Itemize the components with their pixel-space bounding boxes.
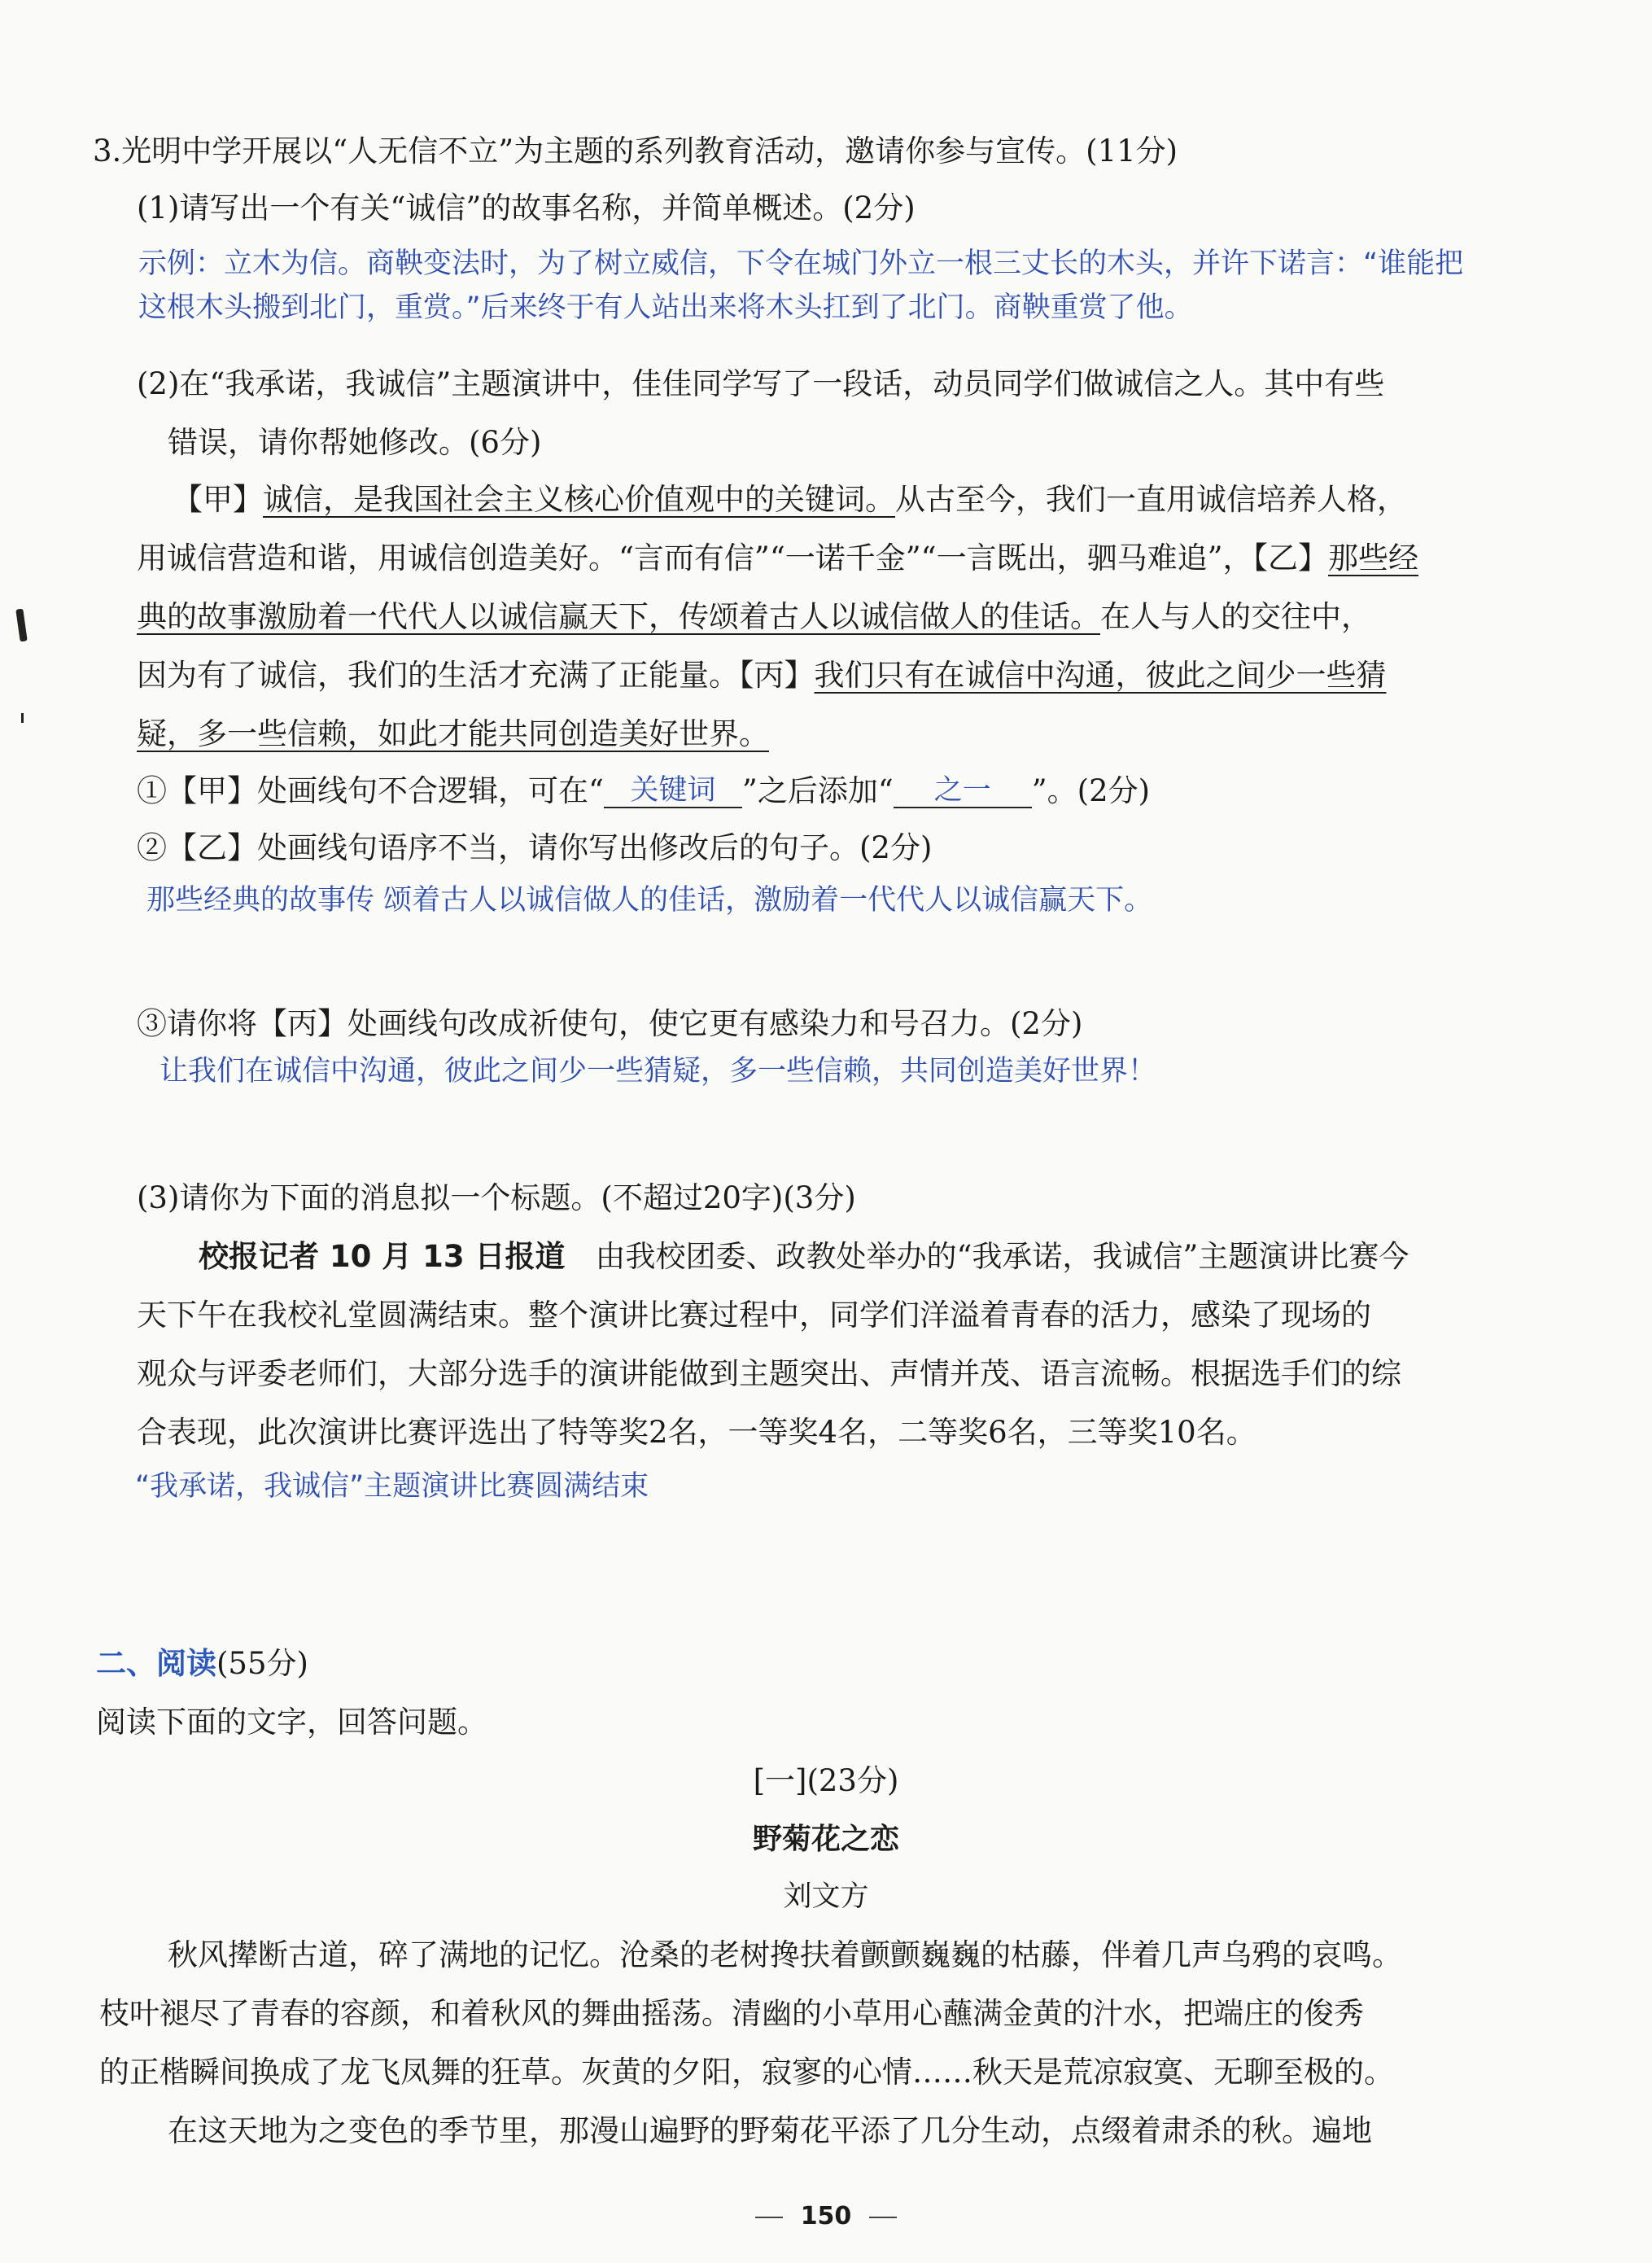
q3-1-question: (1)请写出一个有关“诚信”的故事名称，并简单概述。(2分) [137, 190, 916, 225]
article-author: 刘文方 [783, 1880, 869, 1913]
margin-dot [21, 713, 24, 723]
q3-1-answer-line2: 这根木头搬到北门，重赏。”后来终于有人站出来将木头扛到了北门。商鞅重赏了他。 [138, 291, 1193, 324]
news-line4: 合表现，此次演讲比赛评选出了特等奖2名，一等奖4名，二等奖6名，三等奖10名。 [137, 1415, 1256, 1450]
part-title: [一](23分) [753, 1763, 899, 1798]
underline-bing: 疑，多一些信赖，如此才能共同创造美好世界。 [137, 716, 769, 751]
q3-2-question-line2: 错误，请你帮她修改。(6分) [168, 425, 542, 460]
article-title: 野菊花之恋 [752, 1823, 899, 1856]
passage-line1-rest: 从古至今，我们一直用诚信培养人格， [895, 482, 1407, 517]
margin-mark [15, 609, 27, 642]
passage-line3 [137, 596, 1371, 638]
sub1-question: ①【甲】处画线句不合逻辑，可在“ 关键词 ”之后添加“ 之一 ”。(2分) [137, 773, 1151, 808]
section2-instruction: 阅读下面的文字，回答问题。 [96, 1705, 487, 1740]
section2-score: (55分) [216, 1646, 308, 1681]
mark-bing: 【丙】 [739, 658, 815, 693]
sub3-answer: 让我们在诚信中沟通，彼此之间少一些猜疑，多一些信赖，共同创造美好世界！ [160, 1055, 1157, 1088]
underline-yi-start: 那些经 [1328, 541, 1418, 576]
passage-line3-rest: 在人与人的交往中， [1100, 599, 1371, 634]
mark-jia: 【甲】 [173, 482, 263, 517]
q3-3-answer: “我承诺，我诚信”主题演讲比赛圆满结束 [135, 1470, 649, 1503]
para1-line2: 枝叶褪尽了青春的容颜，和着秋风的舞曲摇荡。清幽的小草用心蘸满金黄的汁水，把端庄的俊秀 [99, 1996, 1364, 2031]
news-line2: 天下午在我校礼堂圆满结束。整个演讲比赛过程中，同学们洋溢着青春的活力，感染了现场的 [137, 1298, 1371, 1333]
sub2-question: ②【乙】处画线句语序不当，请你写出修改后的句子。(2分) [137, 830, 933, 865]
news-line1: 校报记者 10 月 13 日报道 由我校团委、政教处举办的“我承诺，我诚信”主题演讲比赛今 [199, 1239, 1409, 1274]
sub3-question: ③请你将【丙】处画线句改成祈使句，使它更有感染力和号召力。(2分) [137, 1006, 1083, 1041]
underline-bing-start: 我们只有在诚信中沟通，彼此之间少一些猜 [814, 658, 1387, 693]
underline-yi: 典的故事激励着一代代人以诚信赢天下，传颂着古人以诚信做人的佳话。 [137, 599, 1100, 634]
passage-line4 [137, 654, 1387, 697]
sub1-blank-2: 之一 [894, 774, 1032, 808]
underline-jia: 诚信，是我国社会主义核心价值观中的关键词。 [263, 482, 895, 517]
passage-line2-text: 用诚信营造和谐，用诚信创造美好。“言而有信”“一诺千金”“一言既出，驷马难追”， [137, 541, 1253, 576]
news-line3: 观众与评委老师们，大部分选手的演讲能做到主题突出、声情并茂、语言流畅。根据选手们的综 [137, 1356, 1401, 1391]
q3-1-answer-line1: 示例：立木为信。商鞅变法时，为了树立威信，下令在城门外立一根三丈长的木头，并许下诺言：“谁能把 [138, 247, 1464, 280]
news-lead: 校报记者 10 月 13 日报道 [199, 1239, 566, 1274]
mark-yi: 【乙】 [1252, 541, 1328, 576]
passage-line4-text: 因为有了诚信，我们的生活才充满了正能量。 [137, 658, 739, 693]
para1-line1: 秋风撵断古道，碎了满地的记忆。沧桑的老树搀扶着颤颤巍巍的枯藤，伴着几声乌鸦的哀鸣。 [168, 1937, 1402, 1972]
passage-line5 [137, 713, 769, 755]
q3-stem: 3.光明中学开展以“人无信不立”为主题的系列教育活动，邀请你参与宣传。(11分) [93, 134, 1178, 169]
q3-3-question: (3)请你为下面的消息拟一个标题。(不超过20字)(3分) [137, 1180, 856, 1215]
sub1-blank-1: 关键词 [604, 774, 742, 808]
q3-2-question-line1: (2)在“我承诺，我诚信”主题演讲中，佳佳同学写了一段话，动员同学们做诚信之人。其中有些 [137, 366, 1385, 401]
passage-line2 [137, 537, 1418, 580]
sub2-answer: 那些经典的故事传 颂着古人以诚信做人的佳话，激励着一代代人以诚信赢天下。 [146, 884, 1153, 917]
page-number: 150 [0, 2202, 1652, 2230]
para2-line1: 在这天地为之变色的季节里，那漫山遍野的野菊花平添了几分生动，点缀着肃杀的秋。遍地 [168, 2113, 1372, 2148]
passage-line1 [173, 479, 1407, 521]
section2-heading [96, 1643, 308, 1685]
para1-line3: 的正楷瞬间换成了龙飞凤舞的狂草。灰黄的夕阳，寂寥的心情……秋天是荒凉寂寞、无聊至极的。 [99, 2055, 1394, 2090]
section2-title: 二、阅读 [96, 1646, 216, 1681]
